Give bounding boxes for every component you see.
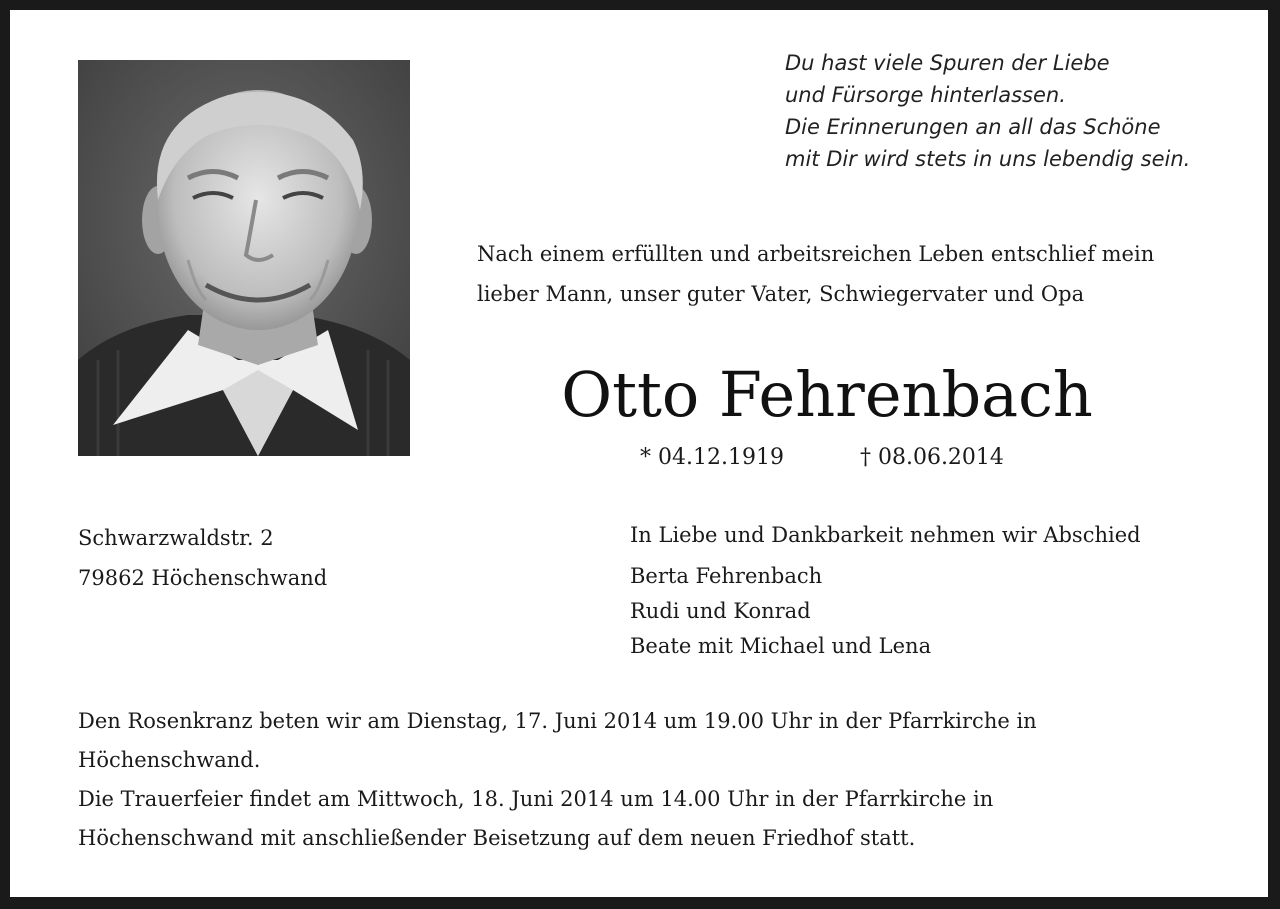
service-details — [78, 702, 1037, 858]
family-member: Rudi und Konrad — [630, 599, 811, 623]
service-line: Höchenschwand. — [78, 748, 261, 772]
life-dates — [640, 443, 1004, 473]
address-street: Schwarzwaldstr. 2 — [78, 526, 274, 550]
address-city: 79862 Höchenschwand — [78, 566, 328, 590]
birth-date: * 04.12.1919 — [640, 445, 784, 470]
family-member: Berta Fehrenbach — [630, 564, 823, 588]
family-members — [630, 559, 1141, 664]
death-date: † 08.06.2014 — [859, 445, 1004, 470]
intro-text — [477, 234, 1154, 314]
poem — [785, 47, 1190, 175]
poem-line: mit Dir wird stets in uns lebendig sein. — [785, 147, 1191, 171]
service-line: Höchenschwand mit anschließender Beisetzung auf dem neuen Friedhof statt. — [78, 826, 916, 850]
address — [78, 518, 327, 598]
intro-line: Nach einem erfüllten und arbeitsreichen Leben entschlief mein — [477, 242, 1155, 266]
intro-line: lieber Mann, unser guter Vater, Schwiegervater und Opa — [477, 282, 1085, 306]
family-member: Beate mit Michael und Lena — [630, 634, 932, 658]
deceased-name: Otto Fehrenbach — [561, 358, 1093, 431]
service-line: Den Rosenkranz beten wir am Dienstag, 17. Juni 2014 um 19.00 Uhr in der Pfarrkirche in — [78, 709, 1037, 733]
poem-line: Du hast viele Spuren der Liebe — [785, 51, 1110, 75]
poem-line: Die Erinnerungen an all das Schöne — [785, 115, 1161, 139]
service-line: Die Trauerfeier findet am Mittwoch, 18. Juni 2014 um 14.00 Uhr in der Pfarrkirche in — [78, 787, 994, 811]
poem-line: und Fürsorge hinterlassen. — [785, 83, 1066, 107]
obituary-card — [10, 10, 1268, 897]
family-section — [630, 515, 1141, 664]
farewell-line: In Liebe und Dankbarkeit nehmen wir Abschied — [630, 523, 1141, 547]
